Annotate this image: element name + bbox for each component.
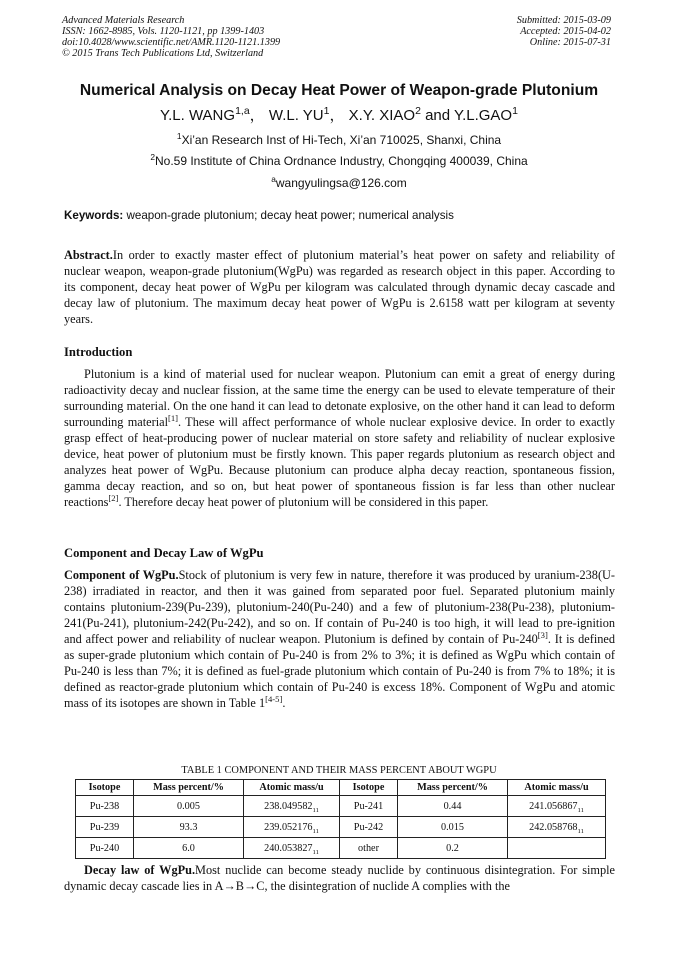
- submission-dates: [517, 15, 611, 48]
- component-text: . It is defined as super-grade plutonium which contain of Pu-240 is from 2% to 3%; it is defined as WgPu which contain of Pu-240 is less than 7%; it is defined as fuel-grade plutonium which contain of Pu-240 is from 7% to 18%; it is defined as reactor-grade plutonium which contain of Pu-240 is excess 18%. Component of WgPu and atomic mass of its isotopes are shown in Table 1: [64, 632, 616, 710]
- citation: [1]: [168, 412, 179, 423]
- table-cell: [398, 838, 508, 859]
- doi-line: doi:10.4028/www.scientific.net/AMR.1120-1121.1399: [62, 37, 281, 48]
- isotope-table: [75, 779, 606, 859]
- cell-uncertainty: 11: [312, 827, 319, 835]
- cell-value: 6.0: [182, 842, 195, 854]
- table-row: [76, 838, 606, 859]
- affiliation-mark: 2: [150, 152, 155, 162]
- cell-value: Pu-240: [89, 842, 120, 854]
- table-cell: [398, 817, 508, 838]
- table-cell: [340, 796, 398, 817]
- author-separator: ，: [249, 107, 265, 124]
- cell-uncertainty: 11: [312, 848, 319, 856]
- table-cell: [76, 838, 134, 859]
- author-separator: ，: [329, 107, 345, 124]
- author-separator: and: [420, 107, 455, 124]
- cell-value: 242.058768: [529, 821, 578, 833]
- affiliation-text: Xi’an Research Inst of Hi-Tech, Xi’an 710025, Shanxi, China: [181, 133, 502, 147]
- cell-value: 0.2: [446, 842, 459, 854]
- cell-value: Pu-242: [353, 821, 384, 833]
- table-cell: [244, 817, 340, 838]
- cell-value: Pu-241: [353, 800, 384, 812]
- keywords-text: weapon-grade plutonium; decay heat power; numerical analysis: [123, 209, 454, 222]
- affiliation-mark: 1: [176, 131, 182, 141]
- abstract: [64, 247, 615, 327]
- component-text: .: [282, 696, 286, 710]
- table-cell: [134, 796, 244, 817]
- table-row: [76, 817, 606, 838]
- cell-value: Pu-238: [89, 800, 120, 812]
- component-label: Component of WgPu.: [64, 568, 179, 582]
- section-heading: Component and Decay Law of WgPu: [64, 546, 264, 560]
- author-affil-mark: 1,a: [235, 105, 250, 117]
- affiliation-text: No.59 Institute of China Ordnance Industry, Chongqing 400039, China: [154, 154, 528, 168]
- author-affil-mark: 1: [323, 105, 330, 117]
- affiliation-2: [0, 154, 678, 168]
- decay-law-paragraph: [64, 862, 615, 894]
- author-list: [0, 104, 678, 125]
- table-cell: [508, 796, 606, 817]
- issn-line: ISSN: 1662-8985, Vols. 1120-1121, pp 1399-1403: [62, 26, 265, 37]
- column-header: Atomic mass/u: [508, 780, 606, 796]
- keywords: [64, 209, 616, 222]
- table-cell: [244, 796, 340, 817]
- cell-uncertainty: 11: [577, 806, 584, 814]
- column-header: Mass percent/%: [398, 780, 508, 796]
- table-cell: [134, 838, 244, 859]
- intro-text: . These will affect performance of whole nuclear explosive device. In order to exactly grasp effect of heat-producing power of nuclear material on store safety and reliability of nuclear explosive device, heat power of plutonium must be firstly known. This paper regards plutonium as research object and analyzes heat power of WgPu. Because plutonium can produce alpha decay reaction, spontaneous fission, gamma decay reaction, and so on, but heat power of spontaneous fission is far less than other nuclear reactions: [64, 415, 615, 509]
- citation: [4-5]: [265, 693, 283, 704]
- table-row: [76, 796, 606, 817]
- table-cell: [134, 817, 244, 838]
- column-header: Mass percent/%: [134, 780, 244, 796]
- paper-title: Numerical Analysis on Decay Heat Power of Weapon-grade Plutonium: [79, 82, 599, 99]
- table-cell: [340, 817, 398, 838]
- cell-value: other: [358, 842, 379, 854]
- intro-text: Plutonium is a kind of material used for nuclear weapon. Plutonium can emit a great of energy during radioactivity decay and nuclear fission, at the same time the energy can be used to elevate temperature of their surrounding material. On the one hand it can lead to detonate explosive, on the other hand it can lead to deform surrounding material: [64, 367, 615, 429]
- cell-value: 239.052176: [264, 821, 313, 833]
- author-affil-mark: 1: [512, 105, 518, 117]
- author-email: [0, 176, 678, 190]
- column-header: Atomic mass/u: [244, 780, 340, 796]
- abstract-label: Abstract.: [64, 248, 113, 262]
- cell-uncertainty: 11: [312, 806, 319, 814]
- component-text: Stock of plutonium is very few in nature, therefore it was produced by uranium-238(U-238) irradiated in reactor, and then it was gained from separated poor fuel. Separated plutonium mainly contains plutonium-239(Pu-239), plutonium-240(Pu-240) and a few of plutonium-238(Pu-238), plutonium-241(Pu-241), plutonium-242(Pu-242), and so on. If contain of Pu-240 is too high, it will lead to pre-ignition and affect power and reliability of nuclear weapon. Plutonium is defined by contain of Pu-240: [64, 568, 616, 646]
- table-cell: [398, 796, 508, 817]
- cell-value: 241.056867: [529, 800, 578, 812]
- decay-law-label: Decay law of WgPu.: [84, 863, 196, 877]
- citation: [2]: [108, 492, 119, 503]
- table-cell: [508, 817, 606, 838]
- cell-value: 0.015: [441, 821, 464, 833]
- table-cell: [508, 838, 606, 859]
- journal-info: [62, 15, 280, 59]
- email-mark: a: [271, 174, 276, 184]
- table-cell: [244, 838, 340, 859]
- table-caption: TABLE 1 COMPONENT AND THEIR MASS PERCENT ABOUT WGPU: [181, 765, 497, 776]
- table-cell: [76, 796, 134, 817]
- introduction-heading: Introduction: [64, 345, 133, 359]
- table-cell: [340, 838, 398, 859]
- cell-uncertainty: 11: [577, 827, 584, 835]
- table-header-row: [76, 780, 606, 796]
- abstract-text: In order to exactly master effect of plutonium material’s heat power on safety and reliability of nuclear weapon, weapon-grade plutonium(WgPu) was regarded as research object in this paper. According to its component, decay heat power of WgPu per kilogram was calculated through dynamic decay cascade and decay law of plutonium. The maximum decay heat power of WgPu is 2.6158 watt per kilogram at seventy years.: [64, 248, 615, 326]
- submitted-date: Submitted: 2015-03-09: [516, 15, 611, 26]
- cell-value: Pu-239: [89, 821, 120, 833]
- online-date: Online: 2015-07-31: [529, 37, 611, 48]
- keywords-label: Keywords:: [64, 209, 124, 222]
- column-header: Isotope: [340, 780, 398, 796]
- cell-value: 240.053827: [264, 842, 313, 854]
- accepted-date: Accepted: 2015-04-02: [520, 26, 611, 37]
- email-text: wangyulingsa@126.com: [275, 176, 407, 190]
- citation: [3]: [537, 629, 548, 640]
- author-affil-mark: 2: [415, 105, 421, 117]
- component-paragraph: [64, 567, 615, 711]
- cell-value: 238.049582: [264, 800, 313, 812]
- cell-value: 0.44: [443, 800, 462, 812]
- table-cell: [76, 817, 134, 838]
- introduction-paragraph: [64, 366, 615, 510]
- column-header: Isotope: [76, 780, 134, 796]
- cell-value: 0.005: [177, 800, 200, 812]
- author-name: Y.L. WANG: [160, 107, 236, 124]
- author-name: X.Y. XIAO: [348, 107, 416, 124]
- author-name: Y.L.GAO: [454, 107, 513, 124]
- decay-law-text: Most nuclide can become steady nuclide by continuous disintegration. For simple dynamic decay cascade lies in A→B→C, the disintegration of nuclide A complies with the: [64, 863, 615, 893]
- author-name: W.L. YU: [268, 107, 324, 124]
- journal-name: Advanced Materials Research: [62, 15, 185, 26]
- intro-text: . Therefore decay heat power of plutonium will be considered in this paper.: [118, 495, 489, 509]
- cell-value: 93.3: [179, 821, 198, 833]
- copyright-line: © 2015 Trans Tech Publications Ltd, Switzerland: [62, 48, 264, 59]
- affiliation-1: [0, 133, 678, 147]
